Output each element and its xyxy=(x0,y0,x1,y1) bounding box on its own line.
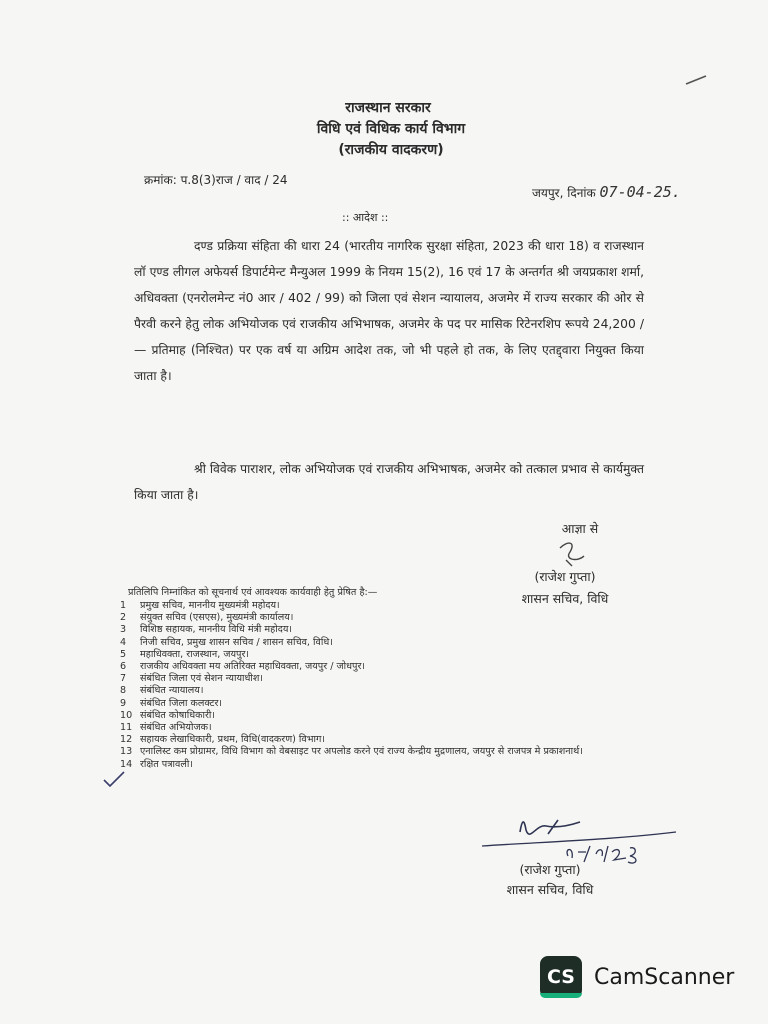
list-item: 9 संबंधित जिला कलक्टर। xyxy=(120,697,223,709)
copy-to-intro: प्रतिलिपि निम्नांकित को सूचनार्थ एवं आवश्यक कार्यवाही हेतु प्रेषित है:— xyxy=(128,587,378,598)
list-item: 7 संबंधित जिला एवं सेशन न्यायाधीश। xyxy=(120,673,264,685)
tick-mark xyxy=(104,772,124,786)
letterhead-department: विधि एवं विधिक कार्य विभाग xyxy=(316,121,466,137)
date-prefix: जयपुर, दिनांक xyxy=(532,186,596,200)
handwritten-date: 07-04-25. xyxy=(599,183,681,201)
list-item: 3 विशिष्ठ सहायक, माननीय विधि मंत्री महोदय। xyxy=(120,624,293,636)
list-item: 6 राजकीय अधिवक्ता मय अतिरिक्त महाधिवक्ता, जयपुर / जोधपुर। xyxy=(120,661,366,673)
by-order-text: आज्ञा से xyxy=(561,521,599,536)
camscanner-logo-icon: CS xyxy=(540,956,582,998)
order-heading: :: आदेश :: xyxy=(342,211,389,224)
list-item: 4 निजी सचिव, प्रमुख शासन सचिव / शासन सचिव, विधि। xyxy=(120,636,333,648)
list-item: 2 संयुक्त सचिव (एसएस), मुख्यमंत्री कार्यालय। xyxy=(120,612,294,624)
reference-number: क्रमांक: प.8(3)राज / वाद / 24 xyxy=(144,173,288,187)
letterhead-government: राजस्थान सरकार xyxy=(345,100,431,116)
initial-scribble xyxy=(560,543,584,566)
signatory-designation: शासन सचिव, विधि xyxy=(506,882,594,897)
order-paragraph-relieving: श्री विवेक पाराशर, लोक अभियोजक एवं राजकीय अभिभाषक, अजमेर को तत्काल प्रभाव से कार्यमुक्त किया जाता है। xyxy=(134,462,644,502)
signatory-name: (राजेश गुप्ता) xyxy=(534,569,596,584)
list-item: 5 महाधिवक्ता, राजस्थान, जयपुर। xyxy=(120,648,250,660)
list-item: 1 प्रमुख सचिव, माननीय मुख्यमंत्री महोदय। xyxy=(120,600,280,611)
list-item: 8 संबंधित न्यायालय। xyxy=(120,685,204,697)
camscanner-watermark xyxy=(540,956,734,998)
camscanner-name: CamScanner xyxy=(594,964,735,990)
handwritten-sign-date xyxy=(567,846,636,863)
list-item: 13 एनालिस्ट कम प्रोग्रामर, विधि विभाग को वेबसाइट पर अपलोड करने एवं राज्य केन्द्रीय मुद्रणालय, जयपुर से राजपत्र मे प्रकाशनार्थ। xyxy=(120,746,583,758)
list-item: 14 रक्षित पत्रावली। xyxy=(120,758,193,770)
signature-scribble xyxy=(520,820,580,834)
signature-underline xyxy=(482,832,676,846)
signatory-name: (राजेश गुप्ता) xyxy=(519,862,581,877)
pen-mark xyxy=(686,76,706,84)
list-item: 12 सहायक लेखाधिकारी, प्रथम, विधि(वादकरण) विभाग। xyxy=(120,734,326,746)
list-item: 11 संबंधित अभियोजक। xyxy=(120,722,212,734)
signatory-designation: शासन सचिव, विधि xyxy=(521,591,609,606)
order-paragraph-appointment: दण्ड प्रक्रिया संहिता की धारा 24 (भारतीय नागरिक सुरक्षा संहिता, 2023 की धारा 18) व राजस्थान लॉ एण्ड लीगल अफेयर्स डिपार्टमेन्ट मैन्युअल 1999 के नियम 15(2), 16 एवं 17 के अन्तर्गत श्री जयप्रकाश शर्मा, अधिवक्ता (एनरोलमेन्ट नं0 आर / 402 / 99) को जिला एवं सेशन न्यायालय, अजमेर में राज्य सरकार की ओर से पैरवी करने हेतु लोक अभियोजक एवं राजकीय अभिभाषक, अजमेर के पद पर मासिक रिटेनरशिप रूपये 24,200 / — प्रतिमाह (निश्चित) पर एक वर्ष या अग्रिम आदेश तक, जो भी पहले हो तक, के लिए एतद्द्वारा नियुक्त किया जाता है। xyxy=(134,239,644,383)
list-item: 10 संबंधित कोषाधिकारी। xyxy=(120,709,216,721)
letterhead-section: (राजकीय वादकरण) xyxy=(338,142,444,158)
